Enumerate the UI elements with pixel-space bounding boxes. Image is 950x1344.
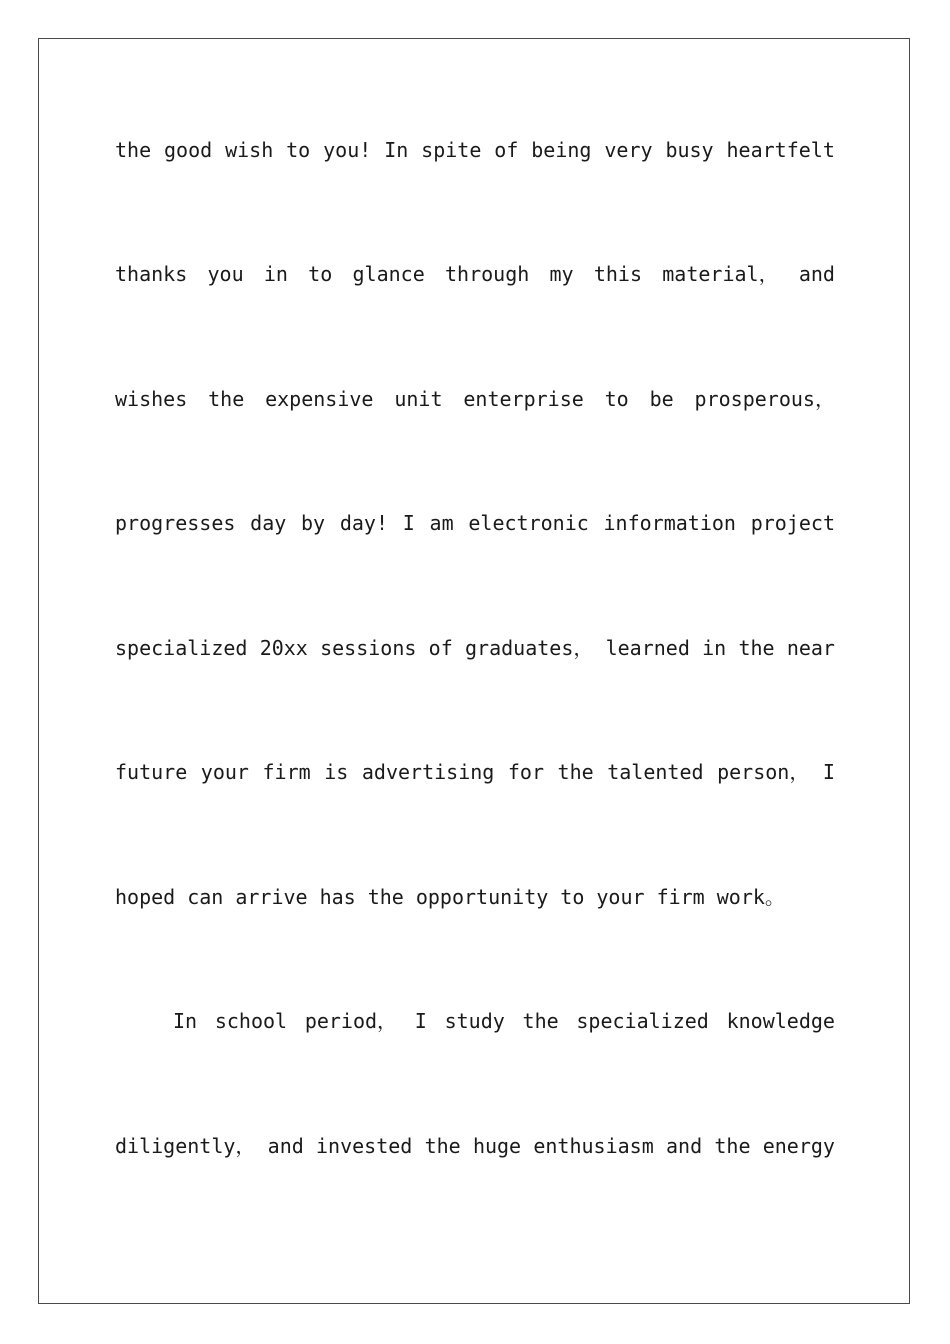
text-line <box>115 636 835 660</box>
text-line <box>115 1134 835 1158</box>
word: progresses <box>115 511 236 535</box>
word: the <box>738 636 775 660</box>
word: has <box>319 885 356 909</box>
word: I <box>414 1009 427 1033</box>
paragraph-first-line <box>115 1009 835 1033</box>
word: busy <box>665 138 714 162</box>
word: to <box>560 885 585 909</box>
word: in <box>702 636 727 660</box>
text-line <box>115 262 835 286</box>
word: and <box>666 1134 703 1158</box>
word: knowledge <box>726 1009 835 1033</box>
word: period， <box>304 1009 398 1033</box>
word: the <box>714 1134 751 1158</box>
word: your <box>596 885 645 909</box>
word: In <box>173 1009 198 1033</box>
word: glance <box>352 262 425 286</box>
word: project <box>750 511 835 535</box>
word: graduates， <box>464 636 594 660</box>
word: information <box>603 511 736 535</box>
word: the <box>367 885 404 909</box>
word: you! <box>323 138 372 162</box>
word: to <box>286 138 311 162</box>
word: enterprise <box>463 387 584 411</box>
word: to <box>604 387 629 411</box>
word: diligently， <box>115 1134 256 1158</box>
page-border <box>38 38 910 1304</box>
text-line <box>115 138 835 162</box>
word: spite <box>421 138 482 162</box>
word: enthusiasm <box>533 1134 654 1158</box>
word: school <box>214 1009 288 1033</box>
word: specialized <box>576 1009 709 1033</box>
word: expensive <box>265 387 374 411</box>
word: be <box>649 387 674 411</box>
word: advertising <box>361 760 495 784</box>
word: by <box>301 511 326 535</box>
word: good <box>164 138 213 162</box>
word: material， <box>662 262 779 286</box>
word: near <box>786 636 835 660</box>
word: the <box>557 760 594 784</box>
word: of <box>428 636 453 660</box>
word: hoped <box>115 885 176 909</box>
word: heartfelt <box>726 138 835 162</box>
text-line <box>115 760 835 784</box>
word: electronic <box>468 511 589 535</box>
word: this <box>593 262 643 286</box>
word: the <box>115 138 152 162</box>
paragraph-last-line <box>115 885 835 909</box>
word: work。 <box>716 885 785 909</box>
word: firm <box>656 885 705 909</box>
word: arrive <box>235 885 308 909</box>
word: the <box>522 1009 559 1033</box>
text-line <box>115 387 835 411</box>
word: study <box>444 1009 505 1033</box>
word: I <box>822 760 835 784</box>
word: learned <box>605 636 690 660</box>
word: person， <box>717 760 810 784</box>
word: opportunity <box>415 885 549 909</box>
word: of <box>494 138 519 162</box>
word: invested <box>316 1134 413 1158</box>
word: to <box>308 262 333 286</box>
word: sessions <box>320 636 417 660</box>
word: and <box>267 1134 304 1158</box>
word: am <box>429 511 454 535</box>
word: being <box>531 138 592 162</box>
word: the <box>208 387 245 411</box>
word: wishes <box>115 387 188 411</box>
word: your <box>200 760 249 784</box>
word: is <box>324 760 349 784</box>
word: prosperous， <box>694 387 835 411</box>
word: In <box>384 138 409 162</box>
word: unit <box>394 387 443 411</box>
word: for <box>507 760 544 784</box>
word: day! <box>339 511 389 535</box>
text-line <box>115 511 835 535</box>
word: and <box>798 262 835 286</box>
word: huge <box>472 1134 522 1158</box>
word: I <box>402 511 415 535</box>
word: energy <box>762 1134 835 1158</box>
word: the <box>424 1134 461 1158</box>
word: through <box>444 262 530 286</box>
word: future <box>115 760 188 784</box>
word: very <box>604 138 653 162</box>
word: wish <box>225 138 274 162</box>
word: can <box>187 885 224 909</box>
word: you <box>207 262 244 286</box>
word: specialized <box>115 636 248 660</box>
word: firm <box>262 760 311 784</box>
word: 20xx <box>259 636 308 660</box>
word: in <box>263 262 288 286</box>
word: my <box>549 262 574 286</box>
word: thanks <box>115 262 188 286</box>
word: day <box>250 511 287 535</box>
word: talented <box>607 760 704 784</box>
